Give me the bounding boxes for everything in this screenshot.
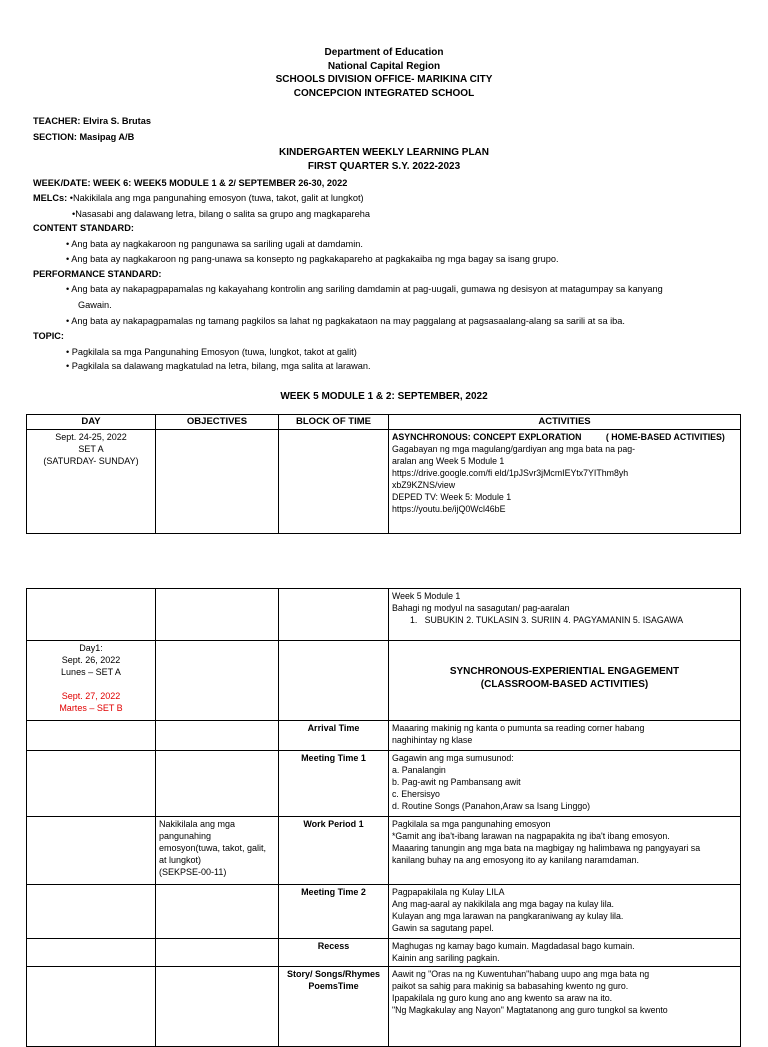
activity-line: Pagpapakilala ng Kulay LILA — [392, 887, 505, 897]
day-set: SET A — [78, 444, 104, 454]
activity-line: d. Routine Songs (Panahon,Araw sa Isang Linggo) — [392, 801, 591, 811]
melcs-item-2: •Nasasabi ang dalawang letra, bilang o salita sa grupo ang magkapareha — [72, 209, 370, 219]
day-cell — [27, 817, 156, 885]
header-line-division: SCHOOLS DIVISION OFFICE- MARIKINA CITY — [275, 74, 493, 85]
objectives-cell — [156, 751, 279, 817]
performance-standard-item-1: • Ang bata ay nakapagpapamalas ng kakayahang kontrolin ang sariling damdamin at pag-uugali, gumawa ng desisyon at matagumpay sa kanyang — [66, 284, 663, 294]
table-row — [27, 589, 741, 641]
header-line-deped: Department of Education — [324, 47, 444, 58]
objective-line: Nakikilala ang mga — [159, 819, 236, 829]
objectives-cell — [156, 885, 279, 939]
table-header-row — [27, 415, 741, 430]
weekly-plan-table-2 — [26, 588, 741, 1047]
activity-line: DEPED TV: Week 5: Module 1 — [392, 492, 512, 502]
header-block-of-time: BLOCK OF TIME — [279, 415, 389, 430]
objective-line: at lungkot) — [159, 855, 202, 865]
block-of-time-cell — [279, 430, 389, 534]
sync-title-cell — [389, 641, 741, 721]
activity-line: c. Ehersisyo — [392, 789, 440, 799]
activity-line: Ang mag-aaral ay nakikilala ang mga bagay na kulay lila. — [392, 899, 615, 909]
activity-line: Maghugas ng kamay bago kumain. Magdadasal bago kumain. — [392, 941, 635, 951]
table-row — [27, 430, 741, 534]
block-recess: Recess — [279, 939, 389, 967]
table-row — [27, 641, 741, 721]
activity-line: Maaaring makinig ng kanta o pumunta sa reading corner habang — [392, 723, 645, 733]
table-row — [27, 817, 741, 885]
content-standard-label: CONTENT STANDARD: — [33, 223, 134, 233]
header-line-region: National Capital Region — [327, 60, 441, 72]
table-row — [27, 885, 741, 939]
activities-cell — [389, 817, 741, 885]
performance-standard-item-2: • Ang bata ay nakapagpamalas ng tamang pagkilos sa lahat ng pagkakataon na may paggalang at pagsasaalang-alang sa sarili at sa iba. — [66, 316, 625, 326]
block-meeting-time-2: Meeting Time 2 — [279, 885, 389, 939]
objectives-cell — [156, 430, 279, 534]
day-cell — [27, 641, 156, 721]
objective-line: emosyon(tuwa, takot, galit, — [159, 843, 267, 853]
header-day: DAY — [27, 415, 156, 430]
block-story-line: Story/ Songs/Rhymes — [286, 969, 381, 979]
day-cell — [27, 751, 156, 817]
activity-line: Gagawin ang mga sumusunod: — [392, 753, 514, 763]
performance-standard-item-1-cont: Gawain. — [78, 300, 112, 310]
activity-line: Maaaring tanungin ang mga bata na magbigay ng halimbawa ng pangyayari sa — [392, 843, 701, 853]
activity-link[interactable]: https://youtu.be/ijQ0Wcl46bE — [392, 504, 506, 514]
sync-title: SYNCHRONOUS-EXPERIENTIAL ENGAGEMENT — [449, 666, 680, 677]
quarter-title: FIRST QUARTER S.Y. 2022-2023 — [307, 160, 461, 172]
activity-line: naghihintay ng klase — [392, 735, 473, 745]
block-work-period-1: Work Period 1 — [279, 817, 389, 885]
day-label: Day1: — [79, 643, 103, 653]
activity-link[interactable]: xbZ9KZNS/view — [392, 480, 456, 490]
block-of-time-cell — [279, 641, 389, 721]
header-title — [0, 46, 768, 100]
day-cell — [27, 967, 156, 1047]
block-arrival-time: Arrival Time — [279, 721, 389, 751]
activity-line: Ipapakilala ng guro kung ano ang kwento sa araw na ito. — [392, 993, 613, 1003]
block-story-time — [279, 967, 389, 1047]
activity-link[interactable]: https://drive.google.com/fi eld/1pJSvr3jMcmIEYtx7YIThm8yh — [392, 468, 629, 478]
activities-cell — [389, 721, 741, 751]
teacher-line: TEACHER: Elvira S. Brutas — [33, 116, 151, 126]
block-story-line: PoemsTime — [308, 981, 359, 991]
block-of-time-cell — [279, 589, 389, 641]
table-row — [27, 939, 741, 967]
activity-line: Pagkilala sa mga pangunahing emosyon — [392, 819, 551, 829]
plan-title: KINDERGARTEN WEEKLY LEARNING PLAN — [278, 147, 489, 158]
activities-cell — [389, 885, 741, 939]
activity-line: Kainin ang sariling pagkain. — [392, 953, 500, 963]
day-date-alt: Sept. 27, 2022 — [61, 691, 121, 701]
topic-item-1: • Pagkilala sa mga Pangunahing Emosyon (tuwa, lungkot, takot at galit) — [66, 347, 357, 357]
header-objectives: OBJECTIVES — [156, 415, 279, 430]
day-cell — [27, 430, 156, 534]
topic-item-2: • Pagkilala sa dalawang magkatulad na letra, bilang, mga salita at larawan. — [66, 361, 371, 371]
activity-line: Bahagi ng modyul na sasagutan/ pag-aaralan — [392, 603, 570, 613]
weekly-plan-table-1 — [26, 414, 741, 534]
content-standard-item-2: • Ang bata ay nagkakaroon ng pang-unawa sa konsepto ng pagkakapareho at pagkakaiba ng mga bagay sa isang grupo. — [66, 254, 559, 264]
activity-line: "Ng Magkakulay ang Nayon" Magtatanong ang guro tungkol sa kwento — [392, 1005, 668, 1015]
melcs-item-1: •Nakikilala ang mga pangunahing emosyon (tuwa, takot, galit at lungkot) — [69, 193, 364, 203]
activity-line: b. Pag-awit ng Pambansang awit — [392, 777, 521, 787]
day-cell — [27, 589, 156, 641]
week5-title: WEEK 5 MODULE 1 & 2: SEPTEMBER, 2022 — [280, 391, 488, 402]
table-row — [27, 721, 741, 751]
activity-line: kanilang buhay na ang emosyong ito ay kanilang naramdaman. — [392, 855, 639, 865]
objectives-cell — [156, 939, 279, 967]
activity-line: Week 5 Module 1 — [392, 591, 461, 601]
objectives-cell — [156, 589, 279, 641]
day-set-alt: Martes – SET B — [59, 703, 123, 713]
activities-cell — [389, 589, 741, 641]
objective-line: (SEKPSE-00-11) — [159, 867, 227, 877]
header-activities: ACTIVITIES — [389, 415, 741, 430]
content-standard-item-1: • Ang bata ay nagkakaroon ng pangunawa sa sariling ugali at damdamin. — [66, 239, 363, 249]
activity-line: Aawit ng "Oras na ng Kuwentuhan"habang uupo ang mga bata ng — [392, 969, 650, 979]
activity-line: aralan ang Week 5 Module 1 — [392, 456, 505, 466]
objective-line: pangunahing — [159, 831, 212, 841]
section-line: SECTION: Masipag A/B — [33, 132, 135, 142]
sync-subtitle: (CLASSROOM-BASED ACTIVITIES) — [480, 679, 649, 690]
table-row — [27, 751, 741, 817]
table-row — [27, 967, 741, 1047]
performance-standard-label: PERFORMANCE STANDARD: — [33, 269, 162, 279]
day-date: Sept. 26, 2022 — [61, 655, 121, 665]
plan-title-block — [0, 146, 768, 173]
objectives-cell — [156, 817, 279, 885]
activities-title: ASYNCHRONOUS: CONCEPT EXPLORATION ( HOME-BASED ACTIVITIES) — [392, 432, 725, 442]
objectives-cell — [156, 641, 279, 721]
day-cell — [27, 939, 156, 967]
block-meeting-time-1: Meeting Time 1 — [279, 751, 389, 817]
day-cell — [27, 721, 156, 751]
activity-line: 1. SUBUKIN 2. TUKLASIN 3. SURIIN 4. PAGYAMANIN 5. ISAGAWA — [410, 615, 684, 625]
activities-cell — [389, 430, 741, 534]
objectives-cell — [156, 967, 279, 1047]
activities-cell — [389, 939, 741, 967]
week-date-line: WEEK/DATE: WEEK 6: WEEK5 MODULE 1 & 2/ SEPTEMBER 26-30, 2022 — [33, 178, 348, 188]
activity-line: *Gamit ang iba't-ibang larawan na nagpapakita ng iba't ibang emosyon. — [392, 831, 670, 841]
day-set: Lunes – SET A — [61, 667, 121, 677]
topic-label: TOPIC: — [33, 331, 64, 341]
header-line-school: CONCEPCION INTEGRATED SCHOOL — [293, 87, 475, 99]
activity-line: Kulayan ang mga larawan na pangkaraniwang ay kulay lila. — [392, 911, 624, 921]
activity-line: Gawin sa sagutang papel. — [392, 923, 494, 933]
melcs-line-1 — [33, 192, 364, 205]
activities-cell — [389, 967, 741, 1047]
day-weekday: (SATURDAY- SUNDAY) — [43, 456, 139, 466]
objectives-cell — [156, 721, 279, 751]
activity-line: a. Panalangin — [392, 765, 446, 775]
day-date: Sept. 24-25, 2022 — [55, 432, 127, 442]
day-cell — [27, 885, 156, 939]
activities-cell — [389, 751, 741, 817]
activity-line: paikot sa sahig para makinig sa babasahing kwento ng guro. — [392, 981, 629, 991]
activity-line: Gagabayan ng mga magulang/gardiyan ang mga bata na pag- — [392, 444, 636, 454]
melcs-label: MELCs: — [33, 193, 68, 203]
